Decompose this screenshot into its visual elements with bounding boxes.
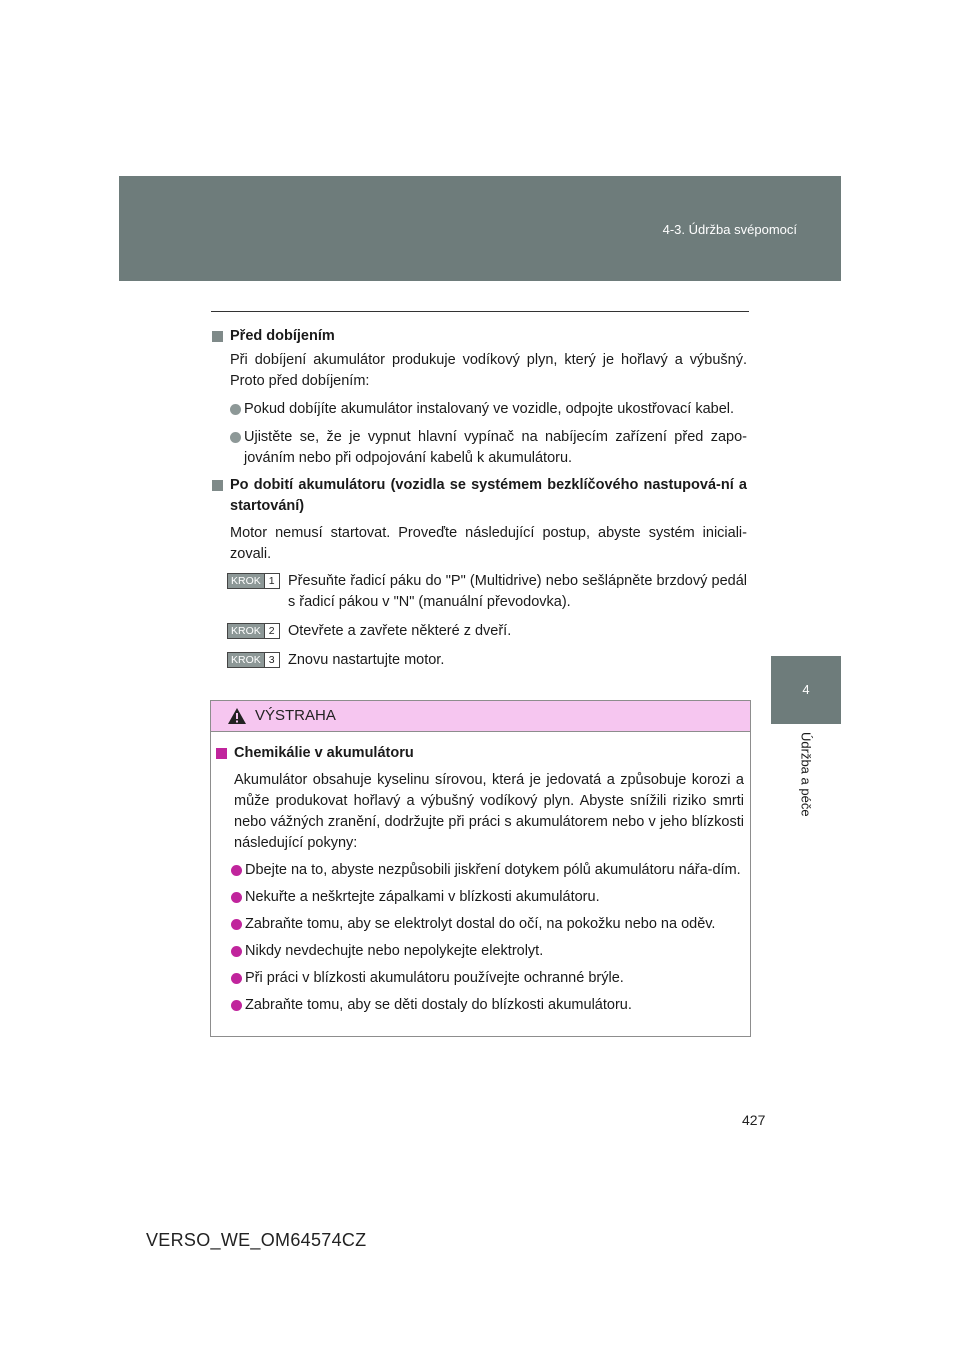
circle-bullet-icon xyxy=(231,892,242,903)
circle-bullet-icon xyxy=(231,1000,242,1011)
square-bullet-icon xyxy=(212,480,223,491)
list-item: Nikdy nevdechujte nebo nepolykejte elektrolyt. xyxy=(231,941,744,962)
paragraph: Motor nemusí startovat. Proveďte následující postup, abyste systém iniciali-zovali. xyxy=(230,525,747,562)
steps-list xyxy=(227,571,747,671)
page-number: 427 xyxy=(742,1112,766,1128)
section-heading-after-charging: Po dobití akumulátoru (vozidla se systémem bezklíčového nastupová-ní a startování) xyxy=(211,475,747,517)
chapter-side-label xyxy=(773,732,839,892)
list-item: Nekuřte a neškrtejte zápalkami v blízkosti akumulátoru. xyxy=(231,887,744,908)
warning-triangle-icon xyxy=(227,707,247,725)
warning-body xyxy=(211,732,750,1016)
list-item: Zabraňte tomu, aby se elektrolyt dostal do očí, na pokožku nebo na oděv. xyxy=(231,914,744,935)
paragraph: Akumulátor obsahuje kyselinu sírovou, která je jedovatá a způsobuje korozi a může produkovat hořlavý a výbušný vodíkový plyn. Abyste snížili riziko smrti nebo vážných zranění, dodržujte při práci s akumulátorem nebo v jeho blízkosti následující pokyny: xyxy=(234,772,744,851)
circle-bullet-icon xyxy=(230,432,241,443)
step-badge: KROK 1 xyxy=(227,573,280,589)
circle-bullet-icon xyxy=(230,404,241,415)
circle-bullet-icon xyxy=(231,946,242,957)
chapter-tab: 4 xyxy=(771,656,841,724)
top-divider xyxy=(211,311,749,312)
circle-bullet-icon xyxy=(231,973,242,984)
list-item: Zabraňte tomu, aby se děti dostaly do blízkosti akumulátoru. xyxy=(231,995,744,1016)
main-content xyxy=(211,326,747,679)
step-item: KROK 1 Přesuňte řadicí páku do "P" (Multidrive) nebo sešlápněte brzdový pedál s řadicí pákou v "N" (manuální převodovka). xyxy=(227,571,747,613)
square-bullet-icon xyxy=(212,331,223,342)
step-item: KROK 3 Znovu nastartujte motor. xyxy=(227,650,747,671)
square-bullet-icon xyxy=(216,748,227,759)
warning-box xyxy=(210,700,751,1037)
chapter-side-label-text: Údržba a péče xyxy=(798,732,814,817)
warning-title: VÝSTRAHA xyxy=(255,707,336,724)
list-item: Pokud dobíjíte akumulátor instalovaný ve vozidle, odpojte ukostřovací kabel. xyxy=(230,399,747,420)
warning-header xyxy=(211,701,750,732)
list-item: Při práci v blízkosti akumulátoru používejte ochranné brýle. xyxy=(231,968,744,989)
section-heading-before-charging: Před dobíjením xyxy=(211,326,747,347)
list-item: Dbejte na to, abyste nezpůsobili jiskření dotykem pólů akumulátoru nářa-dím. xyxy=(231,860,744,881)
step-item: KROK 2 Otevřete a zavřete některé z dveří. xyxy=(227,621,747,642)
section-title: 4-3. Údržba svépomocí xyxy=(662,222,797,237)
paragraph: Při dobíjení akumulátor produkuje vodíkový plyn, který je hořlavý a výbušný. Proto před dobíjením: xyxy=(230,352,747,389)
step-badge: KROK 2 xyxy=(227,623,280,639)
step-badge: KROK 3 xyxy=(227,652,280,668)
circle-bullet-icon xyxy=(231,919,242,930)
document-code: VERSO_WE_OM64574CZ xyxy=(146,1230,367,1250)
circle-bullet-icon xyxy=(231,865,242,876)
warning-heading: Chemikálie v akumulátoru xyxy=(215,743,744,764)
header-band xyxy=(119,176,841,281)
list-item: Ujistěte se, že je vypnut hlavní vypínač na nabíjecím zařízení před zapo-jováním nebo při odpojování kabelů k akumulátoru. xyxy=(230,427,747,469)
